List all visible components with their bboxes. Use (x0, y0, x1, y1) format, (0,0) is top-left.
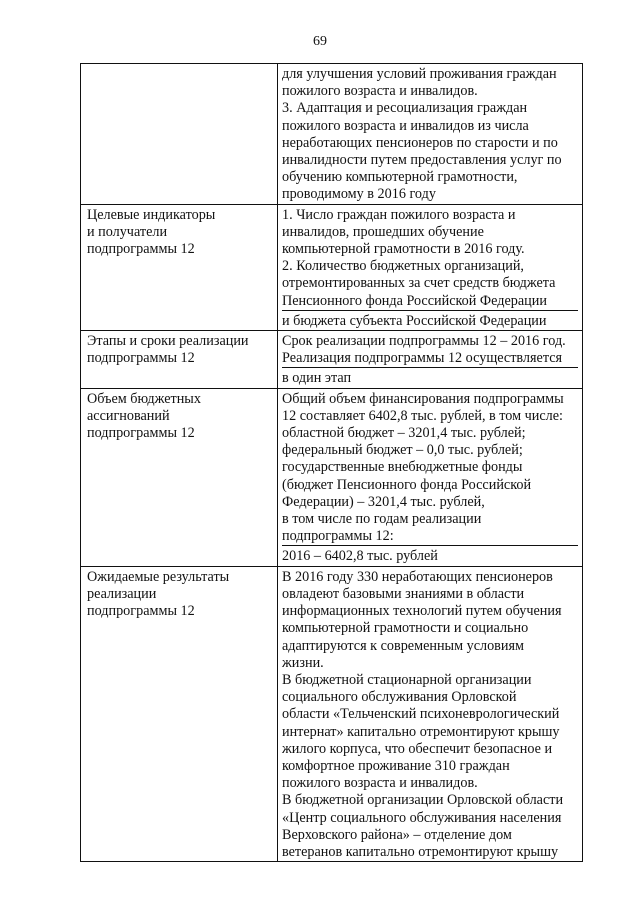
row-content-line: Пенсионного фонда Российской Федерации (282, 293, 578, 311)
row-content-line: комфортное проживание 310 граждан (282, 757, 510, 774)
row-label-line: и получатели (87, 223, 168, 240)
table-row-target-indicators (81, 204, 583, 330)
row-content-line: ветеранов капитально отремонтируют крышу (282, 843, 559, 860)
table-row-budget-allocations (81, 388, 583, 566)
row-label-line: Этапы и сроки реализации (87, 333, 249, 350)
row-content-line: области «Тельченский психоневрологический (282, 706, 560, 723)
row-content-line: Федерации) – 3201,4 тыс. рублей, (282, 493, 485, 510)
page-number: 69 (313, 34, 327, 49)
table-row-continued-tasks (81, 64, 583, 205)
row-content-line: В бюджетной стационарной организации (282, 671, 532, 688)
row-content-line: компьютерной грамотности и социально (282, 620, 529, 637)
row-label-line: подпрограммы 12 (87, 241, 195, 258)
row-content-line: жизни. (282, 654, 324, 671)
row-label-cell (81, 331, 278, 389)
row-content-line: информационных технологий путем обучения (282, 603, 562, 620)
row-content-line: пожилого возраста и инвалидов. (282, 775, 478, 792)
row-label-cell (81, 64, 278, 205)
row-content-line: «Центр социального обслуживания населения (282, 809, 562, 826)
row-label-cell (81, 566, 278, 861)
row-content-line: 3. Адаптация и ресоциализация граждан (282, 100, 528, 117)
table-row-stages-and-terms (81, 331, 583, 389)
row-content-line: пожилого возраста и инвалидов. (282, 83, 478, 100)
row-label-line: Целевые индикаторы (87, 206, 216, 223)
row-content-cell (278, 204, 583, 330)
row-content-line: областной бюджет – 3201,4 тыс. рублей; (282, 425, 526, 442)
row-content-line: овладеют базовыми знаниями в области (282, 585, 525, 602)
row-label-line: ассигнований (87, 407, 170, 424)
row-content-cell (278, 388, 583, 566)
row-content-cell (278, 566, 583, 861)
row-label-cell (81, 388, 278, 566)
row-content-line: компьютерной грамотности в 2016 году. (282, 241, 525, 258)
row-content-line: 2016 – 6402,8 тыс. рублей (282, 548, 438, 565)
row-content-line: интернат» капитально отремонтируют крышу (282, 723, 560, 740)
row-content-line: обучению компьютерной грамотности, (282, 169, 518, 186)
row-content-line: 1. Число граждан пожилого возраста и (282, 206, 516, 223)
row-label-line: подпрограммы 12 (87, 425, 195, 442)
row-content-line: проводимому в 2016 году (282, 186, 436, 203)
row-content-line: жилого корпуса, что обеспечит безопасное и (282, 740, 553, 757)
row-content-line: в один этап (282, 370, 352, 387)
row-content-line: инвалидов, прошедших обучение (282, 223, 484, 240)
row-content-line: инвалидности путем предоставления услуг по (282, 152, 562, 169)
row-content-line: 12 составляет 6402,8 тыс. рублей, в том числе: (282, 407, 563, 424)
row-content-line: 2. Количество бюджетных организаций, (282, 258, 524, 275)
row-content-line: Верховского района» – отделение дом (282, 826, 512, 843)
row-content-line: социального обслуживания Орловской (282, 689, 517, 706)
row-label-line: Объем бюджетных (87, 390, 201, 407)
row-content-line: пожилого возраста и инвалидов из числа (282, 117, 529, 134)
row-content-line: Общий объем финансирования подпрограммы (282, 390, 564, 407)
row-content-line: федеральный бюджет – 0,0 тыс. рублей; (282, 442, 523, 459)
row-content-line: и бюджета субъекта Российской Федерации (282, 312, 547, 329)
row-content-line: неработающих пенсионеров по старости и по (282, 134, 558, 151)
row-content-line: В 2016 году 330 неработающих пенсионеров (282, 568, 553, 585)
row-label-cell (81, 204, 278, 330)
row-label-line: Ожидаемые результаты (87, 568, 230, 585)
row-label-line: реализации (87, 585, 157, 602)
row-content-line: в том числе по годам реализации (282, 511, 482, 528)
row-content-line: государственные внебюджетные фонды (282, 459, 523, 476)
row-label-line: подпрограммы 12 (87, 350, 195, 367)
row-content-cell (278, 331, 583, 389)
row-content-line: адаптируются к современным условиям (282, 637, 524, 654)
row-content-line: В бюджетной организации Орловской области (282, 792, 564, 809)
row-content-line: Реализация подпрограммы 12 осуществляется (282, 350, 578, 368)
row-content-cell (278, 64, 583, 205)
subprogram-passport-table (80, 63, 583, 862)
row-content-line: Срок реализации подпрограммы 12 – 2016 год. (282, 333, 566, 350)
row-content-line: отремонтированных за счет средств бюджета (282, 275, 556, 292)
row-content-line: для улучшения условий проживания граждан (282, 66, 557, 82)
table-row-expected-results (81, 566, 583, 861)
row-content-line: (бюджет Пенсионного фонда Российской (282, 476, 532, 493)
row-label-line: подпрограммы 12 (87, 603, 195, 620)
row-content-line: подпрограммы 12: (282, 528, 578, 546)
